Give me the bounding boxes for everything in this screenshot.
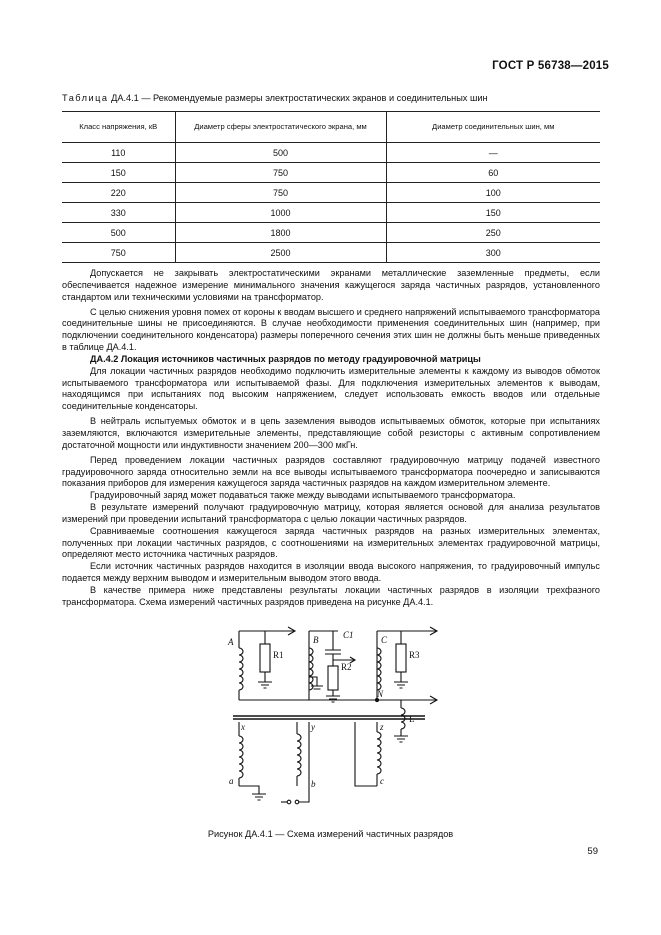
table-cell: —	[386, 143, 600, 163]
measurement-circuit-diagram	[225, 624, 441, 814]
paragraph: В нейтраль испытуемых обмоток и в цепь заземления выводов испытываемых обмоток, которые при испытаниях заземляются, включаются измерительные элементы, представляющие собой резисторы с активным сопротивлением достаточной мощности или индуктивности значением 200—300 мкГн.	[62, 416, 600, 450]
table-cell: 750	[175, 183, 386, 203]
label-x: x	[241, 722, 245, 732]
table-cell: 300	[386, 243, 600, 263]
table-caption	[62, 93, 488, 103]
paragraph: В результате измерений получают градуировочную матрицу, которая является основой для анализа результатов измерений при проведении испытаний трансформатора с целью локации частичных разрядов.	[62, 502, 600, 524]
label-z: z	[380, 722, 384, 732]
table-cell: 110	[62, 143, 175, 163]
label-a-lower: a	[229, 776, 234, 786]
column-header: Класс напряжения, кВ	[62, 112, 175, 143]
column-header: Диаметр сферы электростатического экрана, мм	[175, 112, 386, 143]
ground-icon	[394, 672, 408, 688]
ground-icon	[394, 729, 408, 742]
resistor-r2	[328, 666, 338, 690]
table-row	[62, 243, 600, 263]
phase-a-top	[239, 627, 295, 700]
dimensions-table	[62, 111, 600, 263]
label-c-upper: C	[381, 635, 388, 645]
table-cell: 750	[62, 243, 175, 263]
table-cell: 150	[386, 203, 600, 223]
table-cell: 250	[386, 223, 600, 243]
resistor-r3	[396, 644, 406, 672]
diagram-labels	[227, 630, 420, 789]
label-r1: R1	[273, 650, 284, 660]
table-cell: 1000	[175, 203, 386, 223]
table-cell: 150	[62, 163, 175, 183]
table-cell: 60	[386, 163, 600, 183]
table-cell: 750	[175, 163, 386, 183]
resistor-r1	[260, 644, 270, 672]
paragraph: Для локации частичных разрядов необходимо подключить измерительные элементы к каждому из выводов обмоток испытываемого трансформатора или испытываемой фазы. Для подключения измерительных элементов к выводам, находящимся при испытаниях под высоким напряжением, следует использовать емкость вводов или отдельные соединительные конденсаторы.	[62, 365, 600, 412]
document-header: ГОСТ Р 56738—2015	[492, 60, 609, 72]
paragraph: С целью снижения уровня помех от короны к вводам высшего и среднего напряжений испытываемого трансформатора соединительные шины не присоединяются. В случае необходимости применения соединительных шин (например, при подключении соединительного конденсатора) размеры поперечного сечения этих шин не должны быть меньше приведенных в таблице ДА.4.1.	[62, 306, 600, 353]
paragraph: Сравниваемые соотношения кажущегося заряда частичных разрядов на разных измерительных элементах, полученных при локации частичных разрядов, с соотношениями на измерительных элементах градуировочной матрицы, определяют место источника частичных разрядов.	[62, 525, 600, 560]
body-text	[62, 268, 600, 609]
label-n: N	[377, 689, 384, 699]
column-header: Диаметр соединительных шин, мм	[386, 112, 600, 143]
ground-icon	[239, 786, 266, 800]
table-cell: 500	[175, 143, 386, 163]
section-heading: ДА.4.2 Локация источников частичных разрядов по методу градуировочной матрицы	[90, 353, 481, 364]
label-c-lower: c	[380, 776, 384, 786]
table-header-row	[62, 112, 600, 143]
phase-a-bottom	[239, 722, 266, 800]
table-row	[62, 143, 600, 163]
label-c1: C1	[343, 630, 354, 640]
figure-caption: Рисунок ДА.4.1 — Схема измерений частичных разрядов	[207, 829, 454, 839]
paragraph: В качестве примера ниже представлены результаты локации частичных разрядов в изоляции трехфазного трансформатора. Схема измерений частичных разрядов приведена на рисунке ДА.4.1.	[62, 584, 600, 607]
phase-c-bottom	[355, 722, 381, 786]
table-cell: 330	[62, 203, 175, 223]
table-cell: 100	[386, 183, 600, 203]
phase-b-bottom	[281, 722, 309, 804]
table-caption-word: Таблица	[62, 93, 109, 103]
core-lines	[233, 716, 425, 719]
table-cell: 500	[62, 223, 175, 243]
table-cell: 1800	[175, 223, 386, 243]
paragraph: Допускается не закрывать электростатическими экранами металлические заземленные предметы, если обеспечивается надежное измерение минимального значения кажущегося заряда частичных разрядов, установленного стандартом или техническими условиями на трансформатор.	[62, 268, 600, 302]
paragraph: Градуировочный заряд может подаваться также между выводами испытываемого трансформатора.	[90, 490, 516, 501]
label-l: L	[409, 714, 415, 724]
label-a-upper: A	[228, 637, 234, 647]
table-row	[62, 203, 600, 223]
label-b-upper: B	[313, 635, 319, 645]
paragraph: Перед проведением локации частичных разрядов составляют градуировочную матрицу подачей известного градуировочного заряда относительно земли на все выводы испытываемого трансформатора поочередно и записываются показания приборов для измерения кажущегося заряда частичных разрядов на каждом измерительном элементе.	[62, 454, 600, 489]
table-row	[62, 163, 600, 183]
table-cell: 220	[62, 183, 175, 203]
ground-icon	[258, 672, 272, 688]
label-y: y	[311, 722, 315, 732]
capacitor-c1	[325, 645, 341, 654]
table-caption-text: ДА.4.1 — Рекомендуемые размеры электростатических экранов и соединительных шин	[111, 93, 488, 103]
page-number: 59	[587, 846, 598, 857]
paragraph: Если источник частичных разрядов находится в изоляции ввода высокого напряжения, то градуировочный импульс подается между верхним выводом и измерительным выводом этого ввода.	[62, 561, 600, 584]
label-b-lower: b	[311, 779, 316, 789]
table-row	[62, 223, 600, 243]
table-row	[62, 183, 600, 203]
table-cell: 2500	[175, 243, 386, 263]
label-r3: R3	[409, 650, 420, 660]
label-r2: R2	[341, 662, 352, 672]
